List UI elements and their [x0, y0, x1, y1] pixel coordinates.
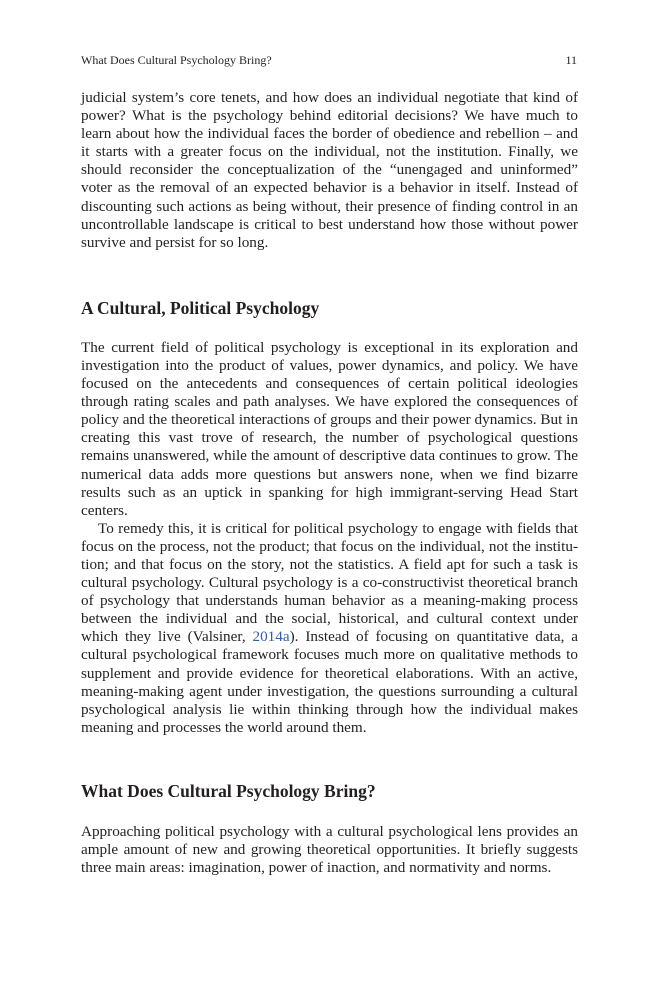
section-heading-what-does-cultural-psychology-bring: What Does Cultural Psychology Bring? [81, 780, 376, 801]
citation-link-valsiner-2014a[interactable]: 2014a [252, 628, 290, 646]
running-head [81, 52, 577, 68]
running-head-title: What Does Cultural Psychology Bring? [81, 53, 272, 67]
paragraph-text: To remedy this, it is critical for political psychology to engage with fields that focus on the process, not the product; that focus on the individual, not the institution; and that focus on the story, not the statistics. A field apt for such a task is cultural psychology. Cultural psychology is a co-constructivist theoretical branch of psychology that understands human behavior as a meaning-making process between the individual and the social, historical, and cultural context under which they live (Valsiner, [81, 519, 578, 646]
section1-paragraph-1: The current field of political psychology is exceptional in its exploration and investigation into the product of values, power dynamics, and policy. We have focused on the antecedents and consequences of certain political ideologies through rating scales and path analyses. We have explored the consequences of policy and the theoretical interactions of groups and their power dynamics. But in creating this vast trove of research, the number of psychological questions remains unanswered, while the amount of descriptive data continues to grow. The numerical data adds more questions but answers none, when we find bizarre results such as an uptick in spanking for high immigrant-serving Head Start centers. [81, 338, 578, 519]
page-number: 11 [565, 53, 577, 67]
intro-paragraph: judicial system’s core tenets, and how does an individual negotiate that kind of power? What is the psychology behind editorial decisions? We have much to learn about how the individual faces the border of obedience and rebellion – and it starts with a greater focus on the individual, not the institution. Finally, we should reconsider the conceptualization of the “unengaged and uninformed” voter as the removal of an expected behavior is a behavior in itself. Instead of discounting such actions as being without, their presence of finding control in an uncontrollable landscape is critical to best understand how those without power survive and persist for so long. [81, 89, 578, 251]
section2-paragraph-1: Approaching political psychology with a cultural psychological lens provides an ample amount of new and growing theoretical opportunities. It briefly suggests three main areas: imagination, power of inaction, and normativity and norms. [81, 822, 578, 877]
section1-paragraph-2 [81, 520, 578, 737]
section-heading-cultural-political-psychology: A Cultural, Political Psychology [81, 297, 320, 318]
paragraph-text: ). Instead of focusing on quantitative data, a cultural psychological framework focuses much more on qualitative methods to supplement and provide evidence for theoretical elaborations. With an active, meaning-making agent under investigation, the questions surrounding a cultural psychological analysis lie within thinking through how the individual makes meaning and processes the world around them. [81, 628, 578, 736]
page-body [81, 89, 578, 877]
